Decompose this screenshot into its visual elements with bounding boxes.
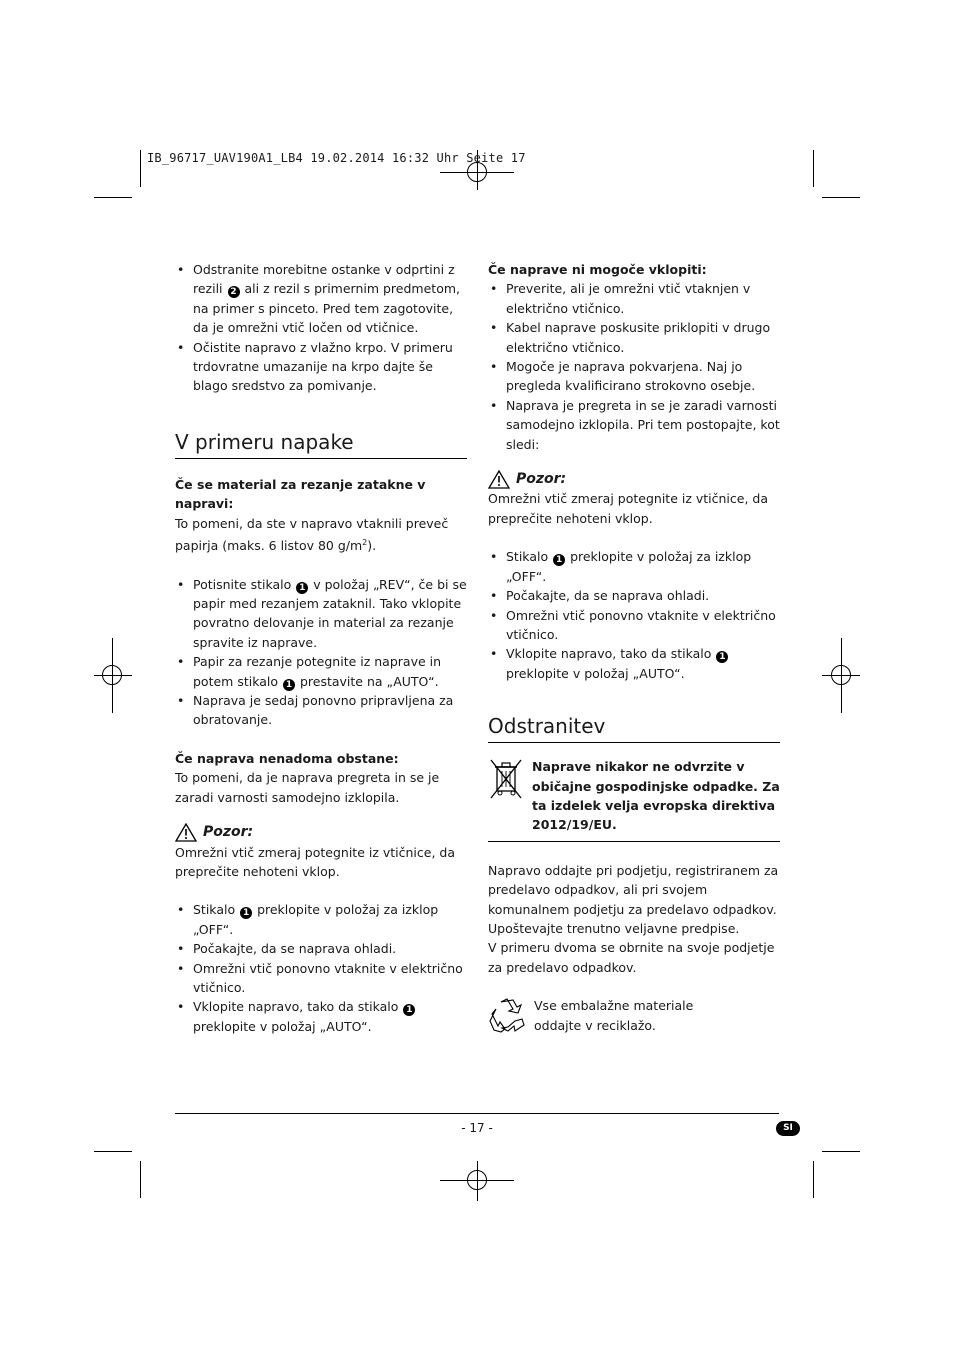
list-item: • Vklopite napravo, tako da stikalo 1 preklopite v položaj „AUTO“. [175,997,467,1036]
warning-icon [488,470,510,489]
crop-mark [140,150,141,187]
crop-mark [813,1161,814,1198]
weee-text: Naprave nikakor ne odvrzite v običajne gospodinjske odpadke. Za ta izdelek velja evropska direktiva 2012/19/EU. [532,759,780,833]
subhead-stop: Če naprava nenadoma obstane: [175,750,399,766]
subhead-jam: Če se material za rezanje zatakne v napravi: [175,476,426,512]
list-item: • Počakajte, da se naprava ohladi. [488,586,780,605]
no-power-list [488,279,780,454]
subhead-no-power: Če naprave ni mogoče vklopiti: [488,262,707,277]
weee-notice [488,757,780,842]
list-item: • Naprava je sedaj ponovno pripravljena za obratovanje. [175,691,467,730]
part-number-badge: 1 [240,907,252,919]
crop-mark [822,197,860,198]
left-column [175,260,467,1036]
list-item: • Preverite, ali je omrežni vtič vtaknjen v električno vtičnico. [488,279,780,318]
list-item: • Očistite napravo z vlažno krpo. V primeru trdovratne umazanije na krpo dajte še blago sredstvo za pomivanje. [175,338,467,396]
part-number-badge: 1 [403,1004,415,1016]
part-number-badge: 1 [553,554,565,566]
recycle-icon [488,996,526,1034]
section-heading-disposal: Odstranitev [488,713,780,743]
list-item: • Kabel naprave poskusite priklopiti v drugo električno vtičnico. [488,318,780,357]
part-number-badge: 1 [716,651,728,663]
registration-mark [467,1170,487,1190]
list-item: • Papir za rezanje potegnite iz naprave in potem stikalo 1 prestavite na „AUTO“. [175,652,467,691]
list-item: • Odstranite morebitne ostanke v odprtini z rezili 2 ali z rezil s primernim predmetom, na primer s pinceto. Pred tem zagotovite, da je omrežni vtič ločen od vtičnice. [175,260,467,338]
part-number-badge: 1 [296,582,308,594]
list-item: • Počakajte, da se naprava ohladi. [175,939,467,958]
disposal-text: Upoštevajte trenutno veljavne predpise. [488,920,740,936]
warning-text: Omrežni vtič zmeraj potegnite iz vtičnice, da preprečite nehoteni vklop. [175,844,456,879]
footer-rule [175,1113,779,1114]
part-number-badge: 2 [228,286,240,298]
recycle-text: Vse embalažne materiale oddajte v reciklažo. [534,998,694,1033]
crossed-bin-icon [488,757,524,801]
page-number: - 17 - [461,1121,493,1135]
warning-icon [175,823,197,842]
list-item: • Stikalo 1 preklopite v položaj za izklop „OFF“. [488,547,780,586]
language-badge: SI [776,1121,800,1136]
warning-title: Pozor: [203,824,254,841]
list-item: • Omrežni vtič ponovno vtaknite v električno vtičnico. [488,606,780,645]
cleaning-list [175,260,467,396]
crop-mark [813,150,814,187]
warning-title: Pozor: [516,471,567,488]
stop-text: To pomeni, da je naprava pregreta in se je zaradi varnosti samodejno izklopila. [175,770,440,805]
disposal-text: V primeru dvoma se obrnite na svoje podjetje za predelavo odpadkov. [488,940,775,975]
list-item: • Potisnite stikalo 1 v položaj „REV“, če bi se papir med rezanjem zataknil. Tako vklopite povratno delovanje in material za rezanje spravite iz naprave. [175,575,467,653]
list-item: • Omrežni vtič ponovno vtaknite v električno vtičnico. [175,959,467,998]
warning-block [175,823,467,842]
jam-text: To pomeni, da ste v napravo vtaknili preveč papirja (maks. 6 listov 80 $g/m^2$). [175,515,449,554]
warning-block [488,470,780,489]
registration-mark [102,665,122,685]
crop-mark [94,197,132,198]
disposal-text: Napravo oddajte pri podjetju, registriranem za predelavo odpadkov, ali pri svojem komunalnem podjetju za predelavo odpadkov. [488,862,779,917]
crop-mark [822,1151,860,1152]
warning-list [175,900,467,1036]
registration-mark [467,162,487,182]
recycle-notice [488,996,780,1035]
registration-mark [831,665,851,685]
crop-mark [140,1161,141,1198]
list-item: • Stikalo 1 preklopite v položaj za izklop „OFF“. [175,900,467,939]
warning-list [488,547,780,683]
list-item: • Vklopite napravo, tako da stikalo 1 preklopite v položaj „AUTO“. [488,644,780,683]
list-item: • Naprava je pregreta in se je zaradi varnosti samodejno izklopila. Pri tem postopajte, kot sledi: [488,396,780,454]
jam-list [175,575,467,730]
crop-mark [94,1151,132,1152]
right-column [488,260,780,1035]
part-number-badge: 1 [283,679,295,691]
list-item: • Mogoče je naprava pokvarjena. Naj jo pregleda kvalificirano strokovno osebje. [488,357,780,396]
print-slug: IB_96717_UAV190A1_LB4 19.02.2014 16:32 Uhr Seite 17 [147,151,526,165]
warning-text: Omrežni vtič zmeraj potegnite iz vtičnice, da preprečite nehoteni vklop. [488,491,769,526]
section-heading-fault: V primeru napake [175,429,467,459]
